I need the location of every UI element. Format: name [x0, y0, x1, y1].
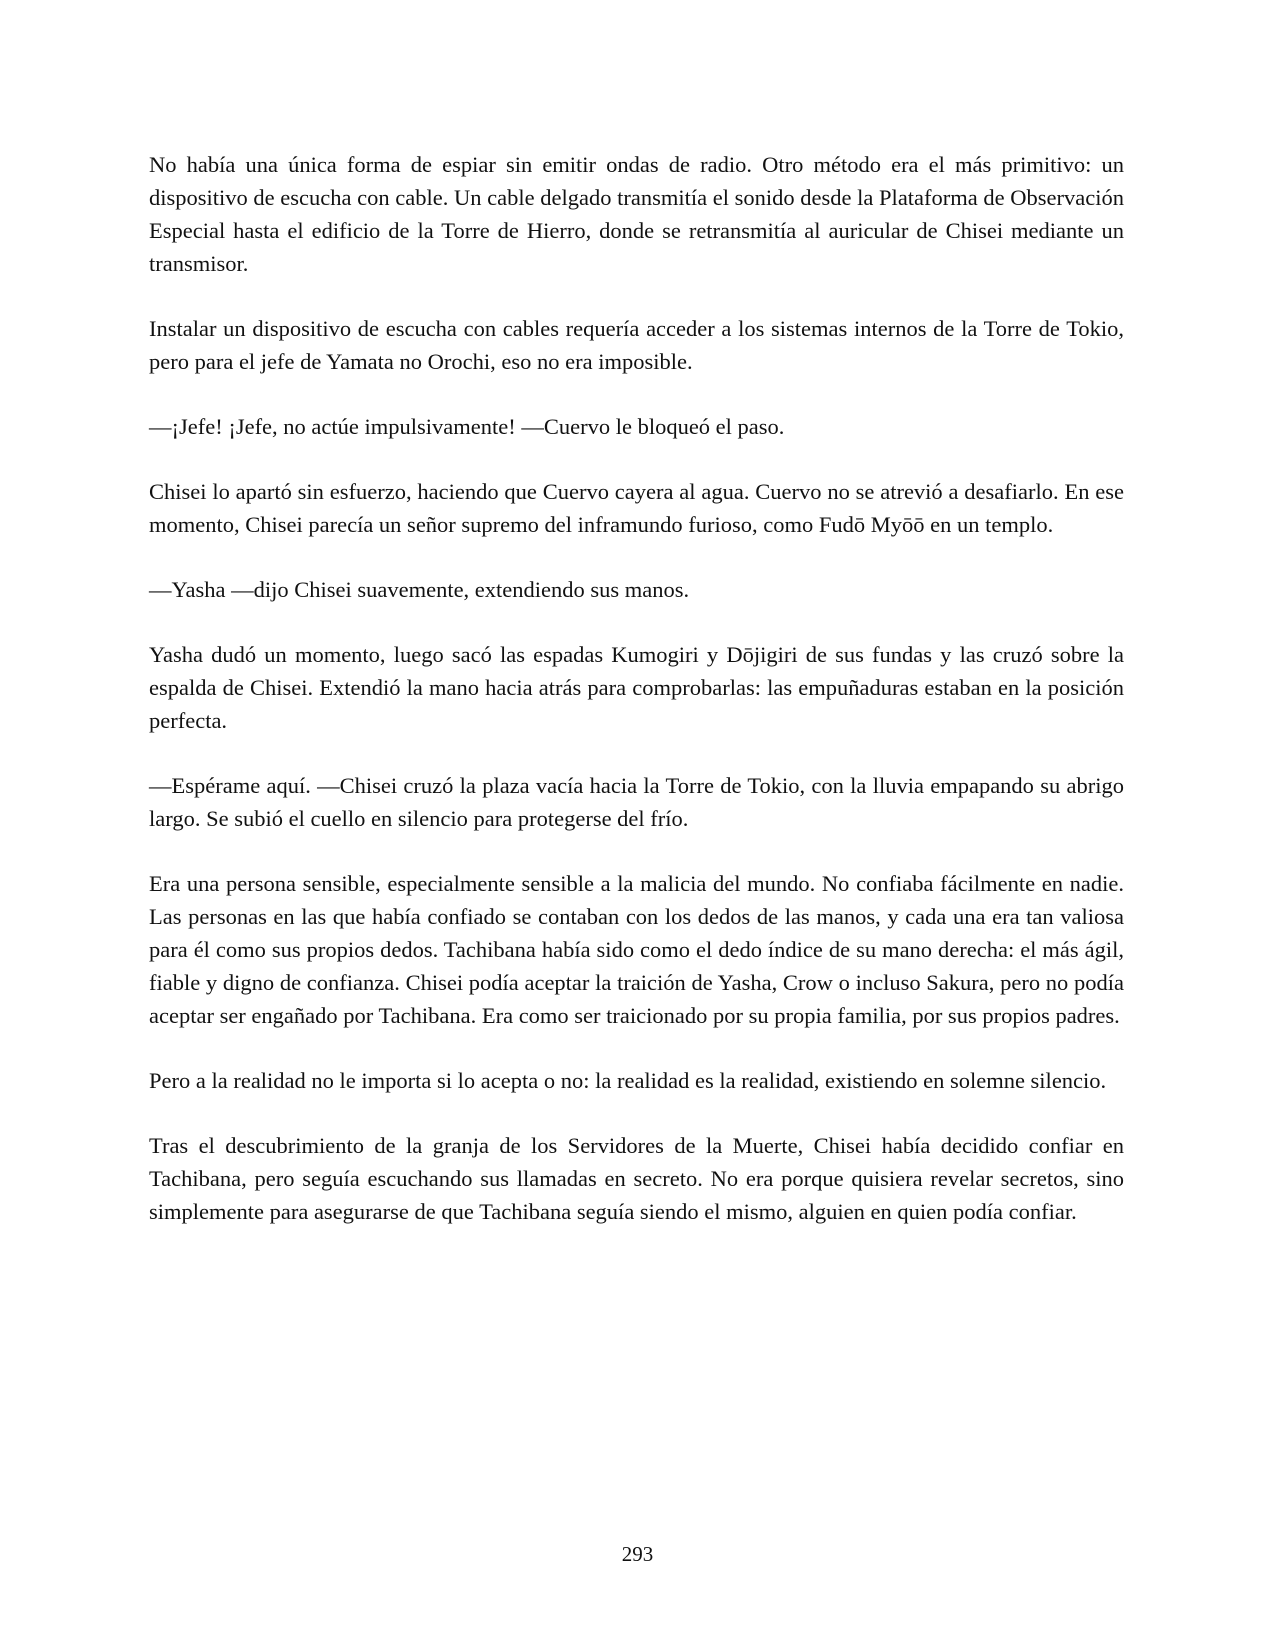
page-number: 293	[621, 1542, 654, 1566]
paragraph: Instalar un dispositivo de escucha con cables requería acceder a los sistemas internos de la Torre de Tokio, pero para el jefe de Yamata no Orochi, eso no era imposible.	[149, 316, 1124, 374]
page-body	[149, 148, 1124, 1260]
paragraph: Era una persona sensible, especialmente sensible a la malicia del mundo. No confiaba fácilmente en nadie. Las personas en las que había confiado se contaban con los dedos de las manos, y cada una era tan valiosa para él como sus propios dedos. Tachibana había sido como el dedo índice de su mano derecha: el más ágil, fiable y digno de confianza. Chisei podía aceptar la traición de Yasha, Crow o incluso Sakura, pero no podía aceptar ser engañado por Tachibana. Era como ser traicionado por su propia familia, por sus propios padres.	[149, 871, 1124, 1028]
paragraph: No había una única forma de espiar sin emitir ondas de radio. Otro método era el más primitivo: un dispositivo de escucha con cable. Un cable delgado transmitía el sonido desde la Plataforma de Observación Especial hasta el edificio de la Torre de Hierro, donde se retransmitía al auricular de Chisei mediante un transmisor.	[149, 152, 1124, 276]
paragraph: Chisei lo apartó sin esfuerzo, haciendo que Cuervo cayera al agua. Cuervo no se atrevió a desafiarlo. En ese momento, Chisei parecía un señor supremo del inframundo furioso, como Fudō Myōō en un templo.	[149, 479, 1124, 537]
paragraph: —Espérame aquí. —Chisei cruzó la plaza vacía hacia la Torre de Tokio, con la lluvia empapando su abrigo largo. Se subió el cuello en silencio para protegerse del frío.	[149, 773, 1124, 831]
paragraph: —¡Jefe! ¡Jefe, no actúe impulsivamente! —Cuervo le bloqueó el paso.	[149, 414, 785, 439]
paragraph: Pero a la realidad no le importa si lo acepta o no: la realidad es la realidad, existiendo en solemne silencio.	[149, 1068, 1107, 1093]
paragraph: Tras el descubrimiento de la granja de los Servidores de la Muerte, Chisei había decidido confiar en Tachibana, pero seguía escuchando sus llamadas en secreto. No era porque quisiera revelar secretos, sino simplemente para asegurarse de que Tachibana seguía siendo el mismo, alguien en quien podía confiar.	[149, 1133, 1124, 1224]
paragraph: Yasha dudó un momento, luego sacó las espadas Kumogiri y Dōjigiri de sus fundas y las cruzó sobre la espalda de Chisei. Extendió la mano hacia atrás para comprobarlas: las empuñaduras estaban en la posición perfecta.	[149, 642, 1124, 733]
paragraph: —Yasha —dijo Chisei suavemente, extendiendo sus manos.	[149, 577, 690, 602]
